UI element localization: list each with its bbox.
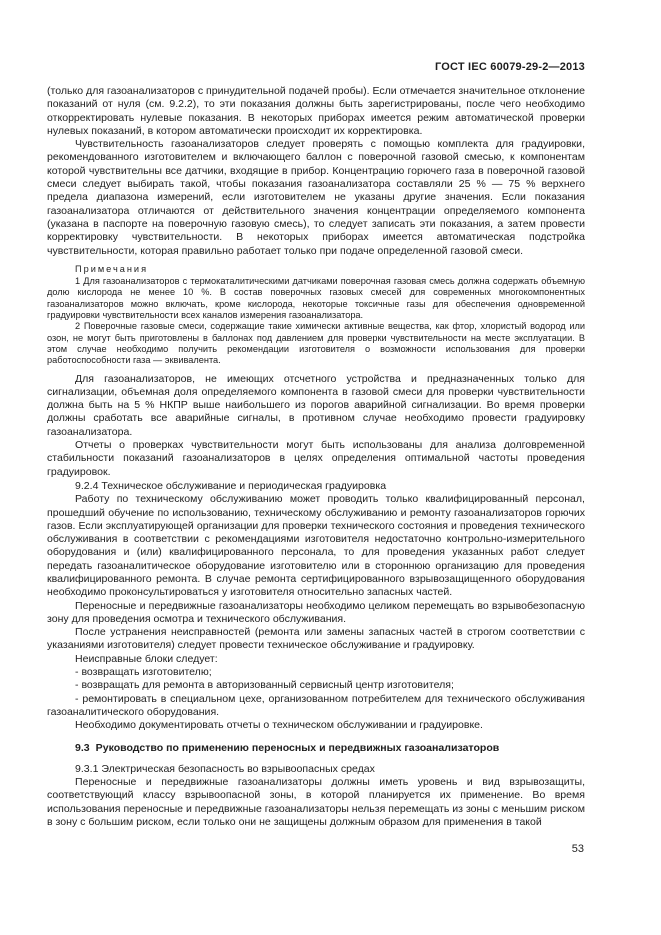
section-heading [47, 742, 585, 755]
paragraph: Отчеты о проверках чувствительности могут быть использованы для анализа долговременной стабильности показаний газоанализаторов в целях определения оптимальной частоты проведения градуировок. [47, 439, 585, 478]
subsection-heading: 9.2.4 Техническое обслуживание и периодическая градуировка [75, 479, 387, 492]
note-item: 1 Для газоанализаторов с термокаталитическими датчиками поверочная газовая смесь должна содержать объемную долю кислорода не менее 10 %. В состав поверочных газовых смесей для современных многокомпонентных газоанализаторов можно включать, кроме кислорода, некоторые токсичные газы для обеспечения одновременной градуировки чувствительности всех каналов измерения газоанализатора. [47, 276, 585, 321]
page-number: 53 [571, 843, 584, 855]
paragraph: После устранения неисправностей (ремонта или замены запасных частей в строгом соответствии с указаниями изготовителя) следует провести техническое обслуживание и градуировку. [47, 626, 585, 652]
subsection-heading: 9.3.1 Электрическая безопасность во взрывоопасных средах [75, 762, 375, 775]
section-title: Руководство по применению переносных и передвижных газоанализаторов [95, 741, 500, 754]
paragraph: Неисправные блоки следует: [75, 652, 218, 665]
list-item: - возвращать для ремонта в авторизованный сервисный центр изготовителя; [75, 679, 454, 692]
page-content [47, 85, 585, 829]
list-item: - ремонтировать в специальном цехе, организованном потребителем для технического обслуживания газоаналитического оборудования. [47, 692, 585, 718]
note-item: 2 Поверочные газовые смеси, содержащие такие химически активные вещества, как фтор, хлористый водород или озон, не могут быть приготовлены в баллонах под давлением для проверки чувствительности на месте эксплуатации. В этом случае необходимо получить рекомендации изготовителя о возможности использования для проверки работоспособности газа — эквивалента. [47, 321, 585, 366]
paragraph: Для газоанализаторов, не имеющих отсчетного устройства и предназначенных только для сигнализации, объемная доля определяемого компонента в газовой смеси для проверки чувствительности должна быть на 5 % НКПР выше наибольшего из порогов аварийной сигнализации. Во время проверки должны сработать все аварийные сигналы, в противном случае необходимо провести градуировку газоанализатора. [47, 372, 585, 438]
paragraph: Переносные и передвижные газоанализаторы необходимо целиком перемещать во взрывобезопасную зону для проведения осмотра и технического обслуживания. [47, 599, 585, 625]
list-item: - возвращать изготовителю; [75, 666, 212, 679]
notes-block [47, 264, 585, 367]
paragraph: (только для газоанализаторов с принудительной подачей пробы). Если отмечается значительное отклонение показаний от нуля (см. 9.2.2), то эти показания должны быть зарегистрированы, после чего необходимо откорректировать нулевые показания. В некоторых приборах имеется режим автоматической проверки нулевых показаний, в котором автоматически происходит их корректировка. [47, 85, 585, 137]
paragraph: Чувствительность газоанализаторов следует проверять с помощью комплекта для градуировки, рекомендованного изготовителем и включающего баллон с поверочной газовой смесью, к компонентам которой чувствительны все датчики, входящие в прибор. Концентрацию горючего газа в поверочной газовой смеси следует выбирать такой, чтобы показания газоанализатора составляли 25 % — 75 % верхнего предела диапазона измерений, если изготовителем не указаны другие значения. Если показания газоанализатора отличаются от действительного значения концентрации определяемого компонента (указана в паспорте на поверочную газовую смесь), то следует записать эти показания, а затем провести корректировку чувствительности. В некоторых приборах имеется автоматическая подстройка чувствительности, которая правильно работает только при подаче определенной газовой смеси. [47, 138, 585, 257]
standard-header: ГОСТ IEC 60079-29-2—2013 [434, 61, 585, 73]
paragraph: Работу по техническому обслуживанию может проводить только квалифицированный персонал, прошедший обучение по использованию, техническому обслуживанию и ремонту газоанализаторов горючих газов. Если эксплуатирующей организации для проверки технического состояния и проведения технического обслуживания в соответствии с рекомендациями изготовителя недостаточно контрольно-измерительного оборудования и (или) квалифицированного персонала, то для проведения указанных работ следует передать газоаналитическое оборудование изготовителю или в стороннюю организацию для проведения квалифицированного ремонта. В случае ремонта сертифицированного взрывозащищенного оборудования необходимо проконсультироваться у изготовителя относительно запасных частей. [47, 493, 585, 599]
section-number: 9.3 [75, 741, 90, 754]
notes-title: Примечания [75, 263, 149, 274]
paragraph: Необходимо документировать отчеты о техническом обслуживании и градуировке. [75, 719, 483, 732]
paragraph: Переносные и передвижные газоанализаторы должны иметь уровень и вид взрывозащиты, соответствующий классу взрывоопасной зоны, в которой планируется их применение. Во время использования переносные и передвижные газоанализаторы нельзя перемещать из зоны с меньшим риском в зону с большим риском, если только они не защищены должным образом для применения в такой [47, 776, 585, 829]
